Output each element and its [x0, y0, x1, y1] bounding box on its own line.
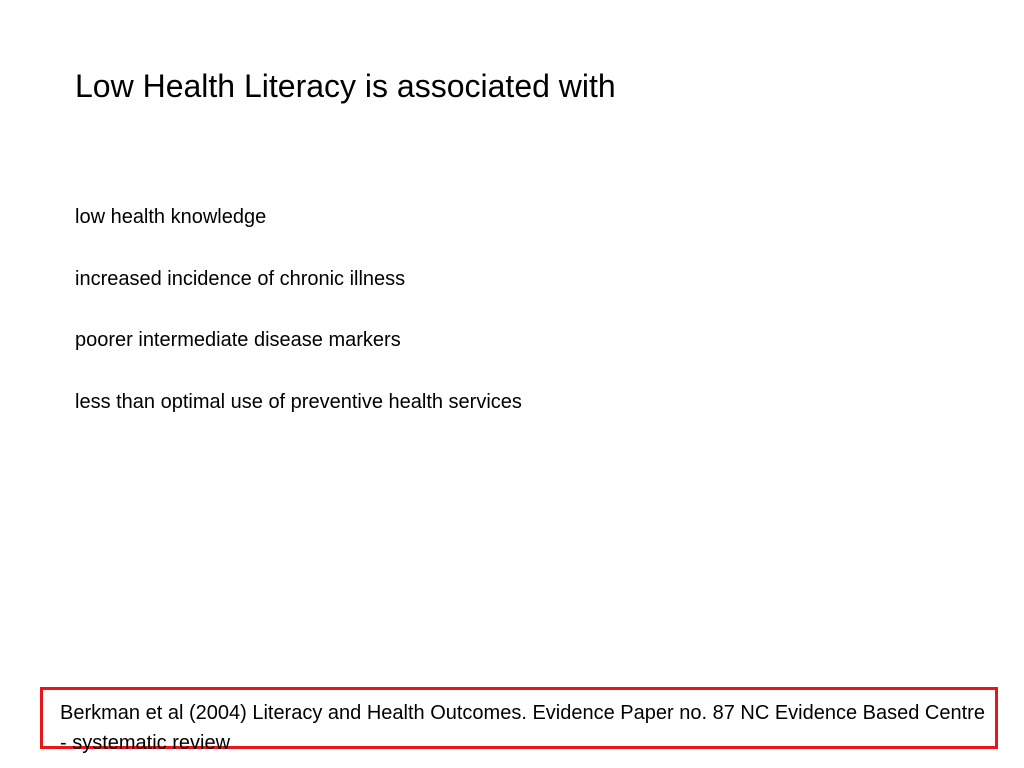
slide-title: Low Health Literacy is associated with: [75, 68, 616, 104]
list-item: poorer intermediate disease markers: [75, 329, 401, 351]
citation-box: [40, 687, 998, 754]
list-item: low health knowledge: [75, 206, 267, 228]
point-list: [75, 203, 522, 449]
citation-text: Berkman et al (2004) Literacy and Health Outcomes. Evidence Paper no. 87 NC Evidence Based Centre - systematic review: [60, 702, 985, 754]
list-item: less than optimal use of preventive health services: [75, 390, 522, 413]
list-item: increased incidence of chronic illness: [75, 267, 406, 290]
